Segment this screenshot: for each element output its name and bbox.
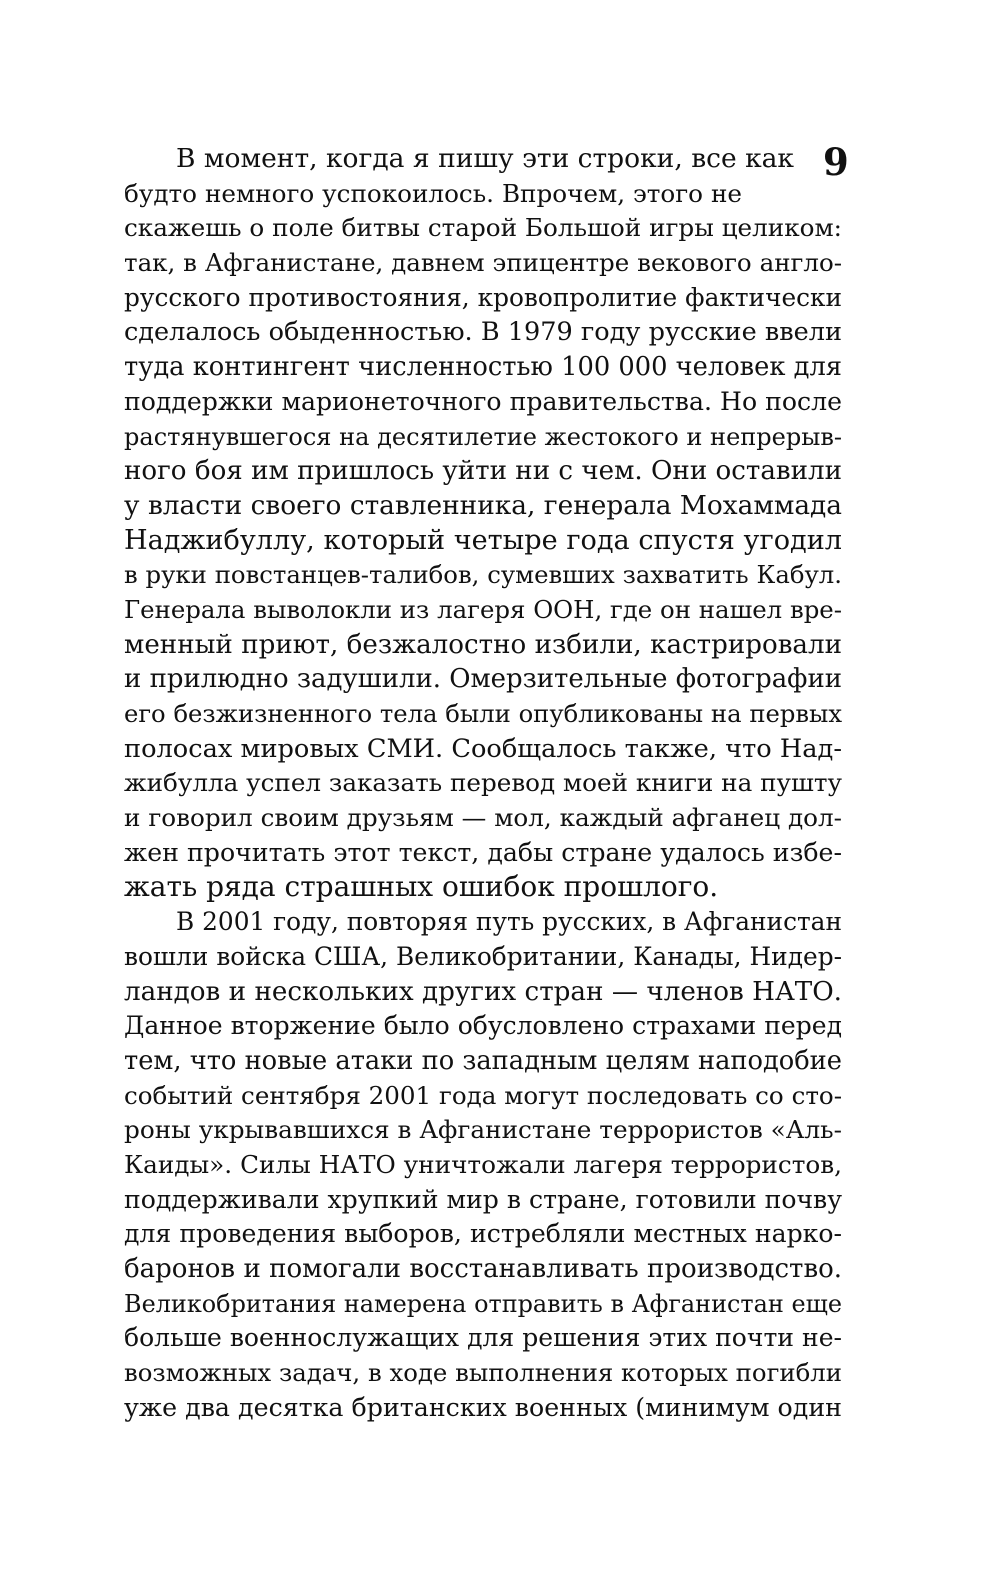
text-line: и говорил своим друзьям — мол, каждый афганец дол-: [124, 803, 842, 833]
text-line: растянувшегося на десятилетие жестокого и непрерыв-: [124, 422, 842, 451]
text-line: Данное вторжение было обусловлено страхами перед: [124, 1011, 842, 1041]
text-line: событий сентября 2001 года могут последовать со сто-: [124, 1080, 842, 1110]
text-line: жибулла успел заказать перевод моей книги на пушту: [124, 768, 842, 798]
text-line: менный приют, безжалостно избили, кастрировали: [124, 629, 842, 660]
text-line: русского противостояния, кровопролитие фактически: [124, 282, 842, 312]
text-line: полосах мировых СМИ. Сообщалось также, что Над-: [124, 733, 842, 764]
text-line: жать ряда страшных ошибок прошлого.: [124, 870, 719, 904]
text-line: тем, что новые атаки по западным целям наподобие: [124, 1045, 842, 1076]
body-text: [124, 142, 842, 1425]
text-line: туда контингент численностью 100 000 человек для: [124, 352, 842, 383]
text-line: его безжизненного тела были опубликованы на первых: [124, 699, 842, 728]
text-line: возможных задач, в ходе выполнения которых погибли: [124, 1358, 842, 1388]
text-line: сделалось обыденностью. В 1979 году русские ввели: [124, 317, 842, 348]
text-line: ного боя им пришлось уйти ни с чем. Они оставили: [124, 456, 842, 487]
paragraph-2: [124, 905, 842, 1425]
text-line: жен прочитать этот текст, дабы стране удалось избе-: [124, 837, 842, 867]
text-line: В момент, когда я пишу эти строки, все как: [176, 143, 794, 174]
text-line: поддержки марионеточного правительства. Но после: [124, 386, 842, 416]
text-line: В 2001 году, повторяя путь русских, в Афганистан: [176, 907, 842, 937]
text-line: скажешь о поле битвы старой Большой игры целиком:: [124, 213, 842, 243]
text-line: Генерала выволокли из лагеря ООН, где он нашел вре-: [124, 594, 842, 624]
text-line: и прилюдно задушили. Омерзительные фотографии: [124, 664, 842, 695]
text-line: Великобритания намерена отправить в Афганистан еще: [124, 1289, 842, 1318]
text-line: поддерживали хрупкий мир в стране, готовили почву: [124, 1184, 842, 1214]
text-line: у власти своего ставленника, генерала Мохаммада: [124, 490, 842, 521]
paragraph-1: [124, 142, 842, 905]
text-line: так, в Афганистане, давнем эпицентре векового англо-: [124, 248, 842, 278]
text-line: роны укрывавшихся в Афганистане террористов «Аль-: [124, 1115, 842, 1145]
text-line: Наджибуллу, который четыре года спустя угодил: [124, 524, 842, 556]
text-line: Каиды». Силы НАТО уничтожали лагеря террористов,: [124, 1149, 842, 1179]
text-line: вошли войска США, Великобритании, Канады, Нидер-: [124, 941, 842, 971]
text-line: будто немного успокоилось. Впрочем, этого не: [124, 178, 742, 208]
text-line: ландов и нескольких других стран — членов НАТО.: [124, 976, 842, 1007]
text-line: для проведения выборов, истребляли местных нарко-: [124, 1219, 842, 1249]
text-line: баронов и помогали восстанавливать производство.: [124, 1254, 842, 1284]
page-number: 9: [823, 140, 849, 184]
text-line: уже два десятка британских военных (минимум один: [124, 1392, 842, 1422]
text-line: больше военнослужащих для решения этих почти не-: [124, 1323, 842, 1353]
text-line: в руки повстанцев-талибов, сумевших захватить Кабул.: [124, 560, 842, 590]
